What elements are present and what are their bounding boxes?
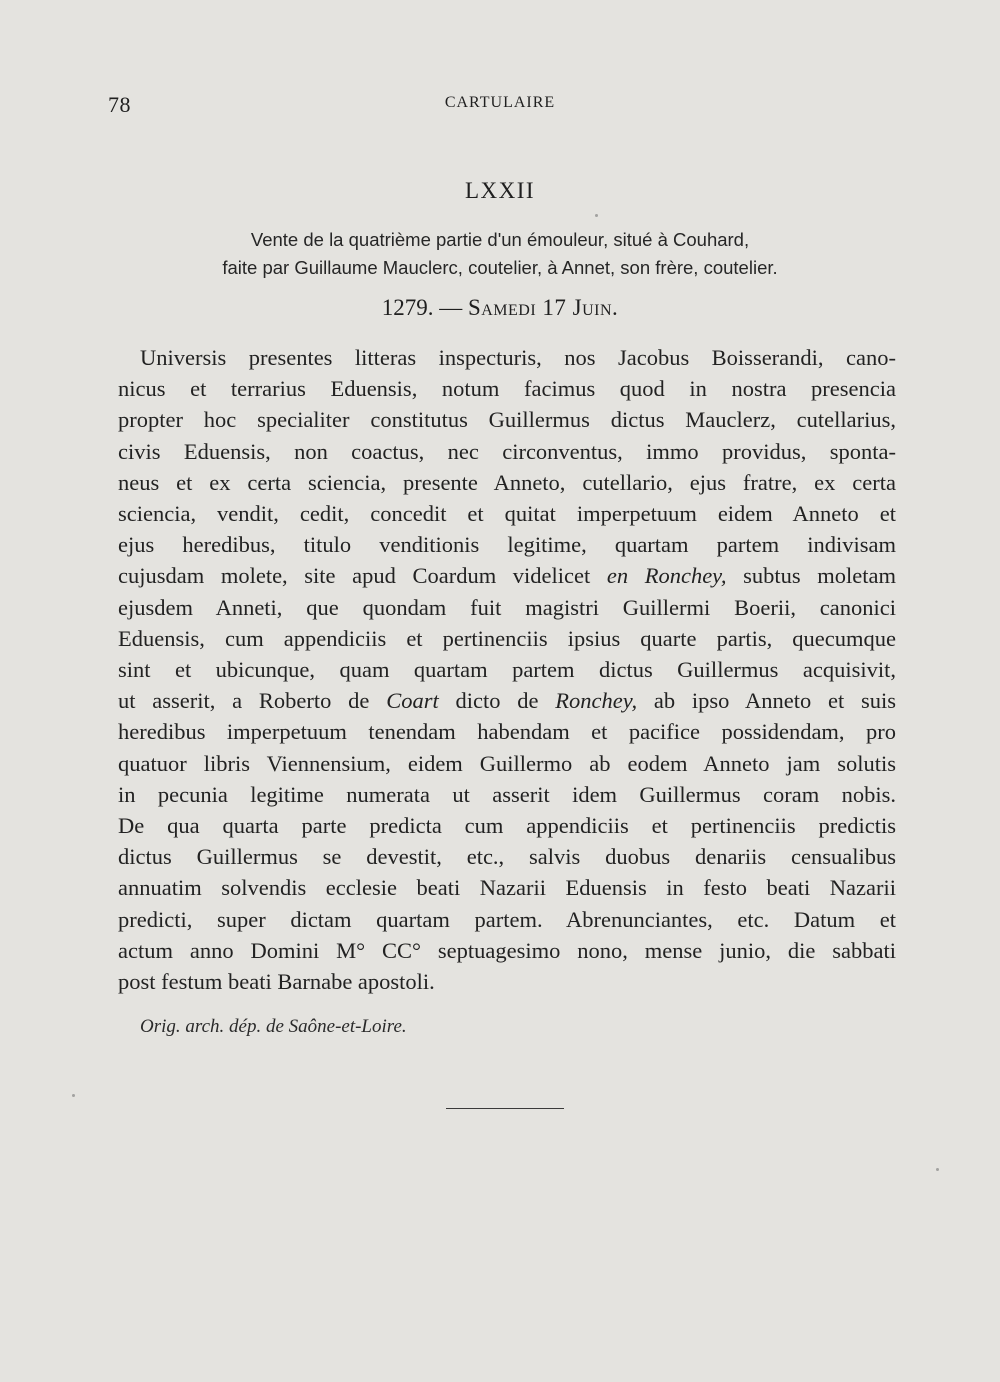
- charter-date: [0, 295, 1000, 321]
- italic-place-name: Coart: [386, 688, 439, 714]
- source-note: Orig. arch. dép. de Saône-et-Loire.: [140, 1016, 407, 1037]
- text-segment: Eduensis, cum appendiciis et pertinenciis ipsius quarte partis, quecumque: [118, 625, 896, 651]
- text-line: [118, 467, 896, 498]
- text-segment: dicto de: [438, 688, 556, 714]
- charter-text: [118, 342, 896, 997]
- text-segment: cujusdam molete, site apud Coardum videlicet: [118, 563, 607, 589]
- text-line: [118, 592, 896, 623]
- text-segment: ejusdem Anneti, que quondam fuit magistri Guillermi Boerii, canonici: [118, 594, 896, 620]
- text-segment: actum anno Domini M° CC° septuagesimo nono, mense junio, die sabbati: [118, 937, 896, 963]
- text-line: [118, 529, 896, 560]
- text-segment: sint et ubicunque, quam quartam partem dictus Guillermus acquisivit,: [118, 657, 896, 683]
- italic-place-name: Ronchey,: [555, 688, 638, 714]
- text-segment: predicti, super dictam quartam partem. Abrenunciantes, etc. Datum et: [118, 906, 896, 932]
- text-line: [118, 748, 896, 779]
- date-year: 1279. —: [381, 295, 463, 320]
- text-line: [118, 404, 896, 435]
- summary-line: faite par Guillaume Mauclerc, coutelier, à Annet, son frère, coutelier.: [222, 257, 778, 278]
- text-segment: sciencia, vendit, cedit, concedit et quitat imperpetuum eidem Anneto et: [118, 501, 896, 527]
- text-line: [118, 685, 896, 716]
- text-line: [118, 498, 896, 529]
- date-day: Samedi 17 Juin.: [467, 295, 619, 320]
- paper-speck: [595, 214, 598, 217]
- text-line: [118, 436, 896, 467]
- charter-number: LXXII: [464, 178, 536, 203]
- text-segment: post festum beati Barnabe apostoli.: [118, 969, 435, 995]
- text-line: [118, 342, 896, 373]
- text-segment: neus et ex certa sciencia, presente Anneto, cutellario, ejus fratre, ex certa: [118, 469, 896, 495]
- page-number: 78: [108, 92, 131, 117]
- italic-place-name: en Ronchey,: [606, 563, 727, 589]
- text-segment: propter hoc specialiter constitutus Guillermus dictus Mauclerz, cutellarius,: [118, 407, 896, 433]
- end-rule: [446, 1108, 564, 1109]
- text-segment: heredibus imperpetuum tenendam habendam et pacifice possidendam, pro: [118, 719, 896, 745]
- text-segment: Universis presentes litteras inspecturis, nos Jacobus Boisserandi, cano-: [140, 345, 896, 370]
- text-line: [118, 872, 896, 903]
- running-title: CARTULAIRE: [444, 94, 556, 111]
- paper-speck: [72, 1094, 75, 1097]
- text-segment: ut asserit, a Roberto de: [118, 688, 387, 714]
- text-segment: subtus moletam: [726, 563, 897, 589]
- paper-speck: [936, 1168, 939, 1171]
- text-line: [118, 841, 896, 872]
- summary-line: Vente de la quatrième partie d'un émouleur, situé à Couhard,: [250, 229, 750, 250]
- text-line: [118, 810, 896, 841]
- text-segment: dictus Guillermus se devestit, etc., salvis duobus denariis censualibus: [118, 844, 896, 870]
- text-segment: civis Eduensis, non coactus, nec circonventus, immo providus, sponta-: [118, 438, 896, 464]
- text-segment: annuatim solvendis ecclesie beati Nazarii Eduensis in festo beati Nazarii: [118, 875, 896, 901]
- text-segment: ejus heredibus, titulo venditionis legitime, quartam partem indivisam: [118, 532, 896, 558]
- text-line: [118, 716, 896, 747]
- text-line: [118, 373, 896, 404]
- text-segment: nicus et terrarius Eduensis, notum facimus quod in nostra presencia: [118, 376, 896, 402]
- text-line: [118, 904, 896, 935]
- text-line: [118, 560, 896, 591]
- text-line: [118, 623, 896, 654]
- text-segment: ab ipso Anneto et suis: [637, 688, 896, 714]
- text-line: [118, 654, 896, 685]
- text-segment: quatuor libris Viennensium, eidem Guillermo ab eodem Anneto jam solutis: [118, 750, 896, 776]
- text-segment: in pecunia legitime numerata ut asserit idem Guillermus coram nobis.: [118, 781, 896, 807]
- text-line: [118, 935, 896, 966]
- text-line: [118, 779, 896, 810]
- charter-summary: [0, 226, 1000, 282]
- text-line: [118, 966, 896, 997]
- text-segment: De qua quarta parte predicta cum appendiciis et pertinenciis predictis: [118, 813, 896, 839]
